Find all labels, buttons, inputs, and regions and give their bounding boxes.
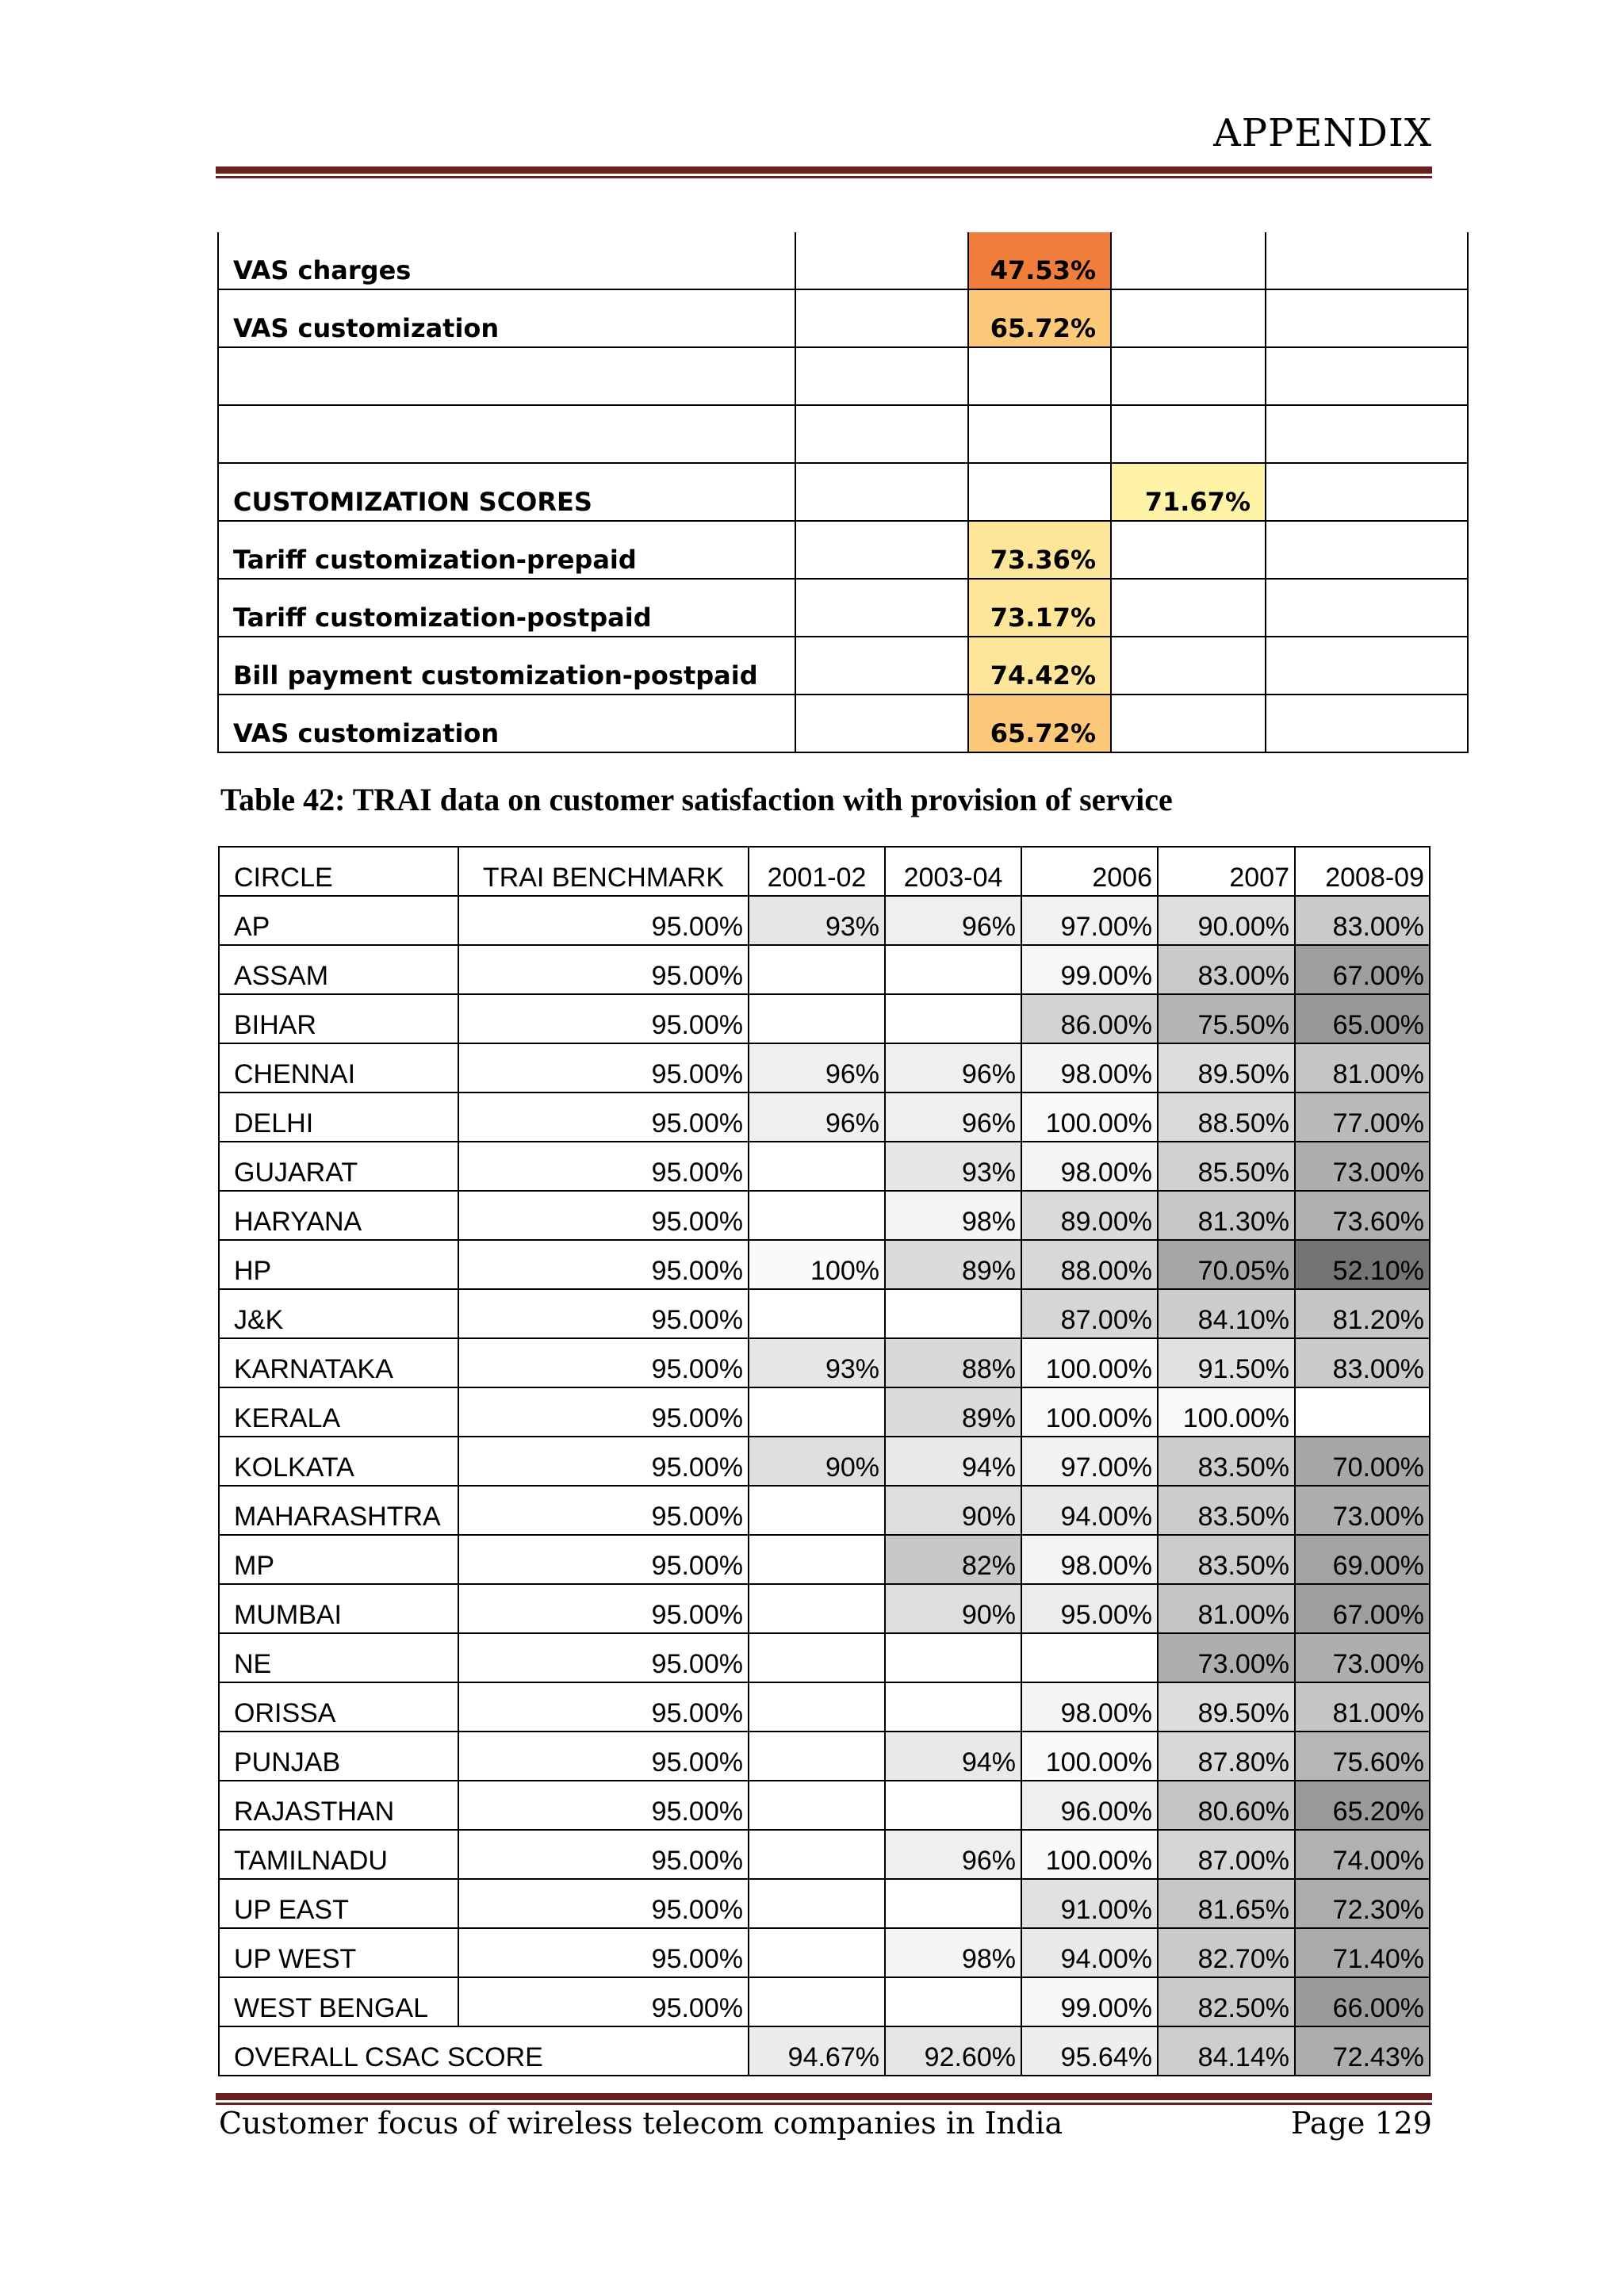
table-cell: 91.00% [1021,1879,1158,1928]
table-cell: 95.00% [458,1486,749,1535]
table-cell: 95.00% [458,1977,749,2026]
table-cell: 99.00% [1021,1977,1158,2026]
footer-title: Customer focus of wireless telecom companies in India [219,2106,1063,2141]
table-cell [1266,289,1468,347]
table-row [218,521,1468,579]
table-cell: 67.00% [1295,945,1430,994]
row-label: VAS customization [218,695,795,752]
table-cell: 94.00% [1021,1486,1158,1535]
circle-name: AP [219,896,458,945]
table-cell [749,1977,885,2026]
table-cell [885,1781,1021,1830]
table-cell: 81.65% [1158,1879,1295,1928]
table-cell: 82.50% [1158,1977,1295,2026]
table-cell: 95.00% [458,1781,749,1830]
table-cell [968,463,1111,521]
table-cell: 95.00% [458,1338,749,1387]
table-row [218,637,1468,695]
table-cell: 77.00% [1295,1093,1430,1142]
page-footer [219,2106,1432,2141]
table-cell [1266,405,1468,463]
table-cell: 98.00% [1021,1535,1158,1584]
table-cell: 95.00% [458,1043,749,1093]
table-cell [749,945,885,994]
table-cell [885,1879,1021,1928]
table-row [219,1289,1430,1338]
table-row [219,1732,1430,1781]
table-cell [795,463,968,521]
table-cell: 98% [885,1191,1021,1240]
overall-score: 84.14% [1158,2026,1295,2076]
table-cell: 85.50% [1158,1142,1295,1191]
table-cell: 95.00% [458,1535,749,1584]
table-cell: 95.00% [458,1191,749,1240]
table-cell: 75.60% [1295,1732,1430,1781]
table-cell [749,1387,885,1437]
table-row [218,232,1468,289]
table-cell [885,1977,1021,2026]
table-row [219,1191,1430,1240]
table-cell: 65.72% [968,695,1111,752]
table-cell: 89.50% [1158,1043,1295,1093]
circle-name: PUNJAB [219,1732,458,1781]
table-cell [1266,463,1468,521]
table-cell: 66.00% [1295,1977,1430,2026]
table-cell: 96% [885,1830,1021,1879]
table-cell [1266,637,1468,695]
circle-name: CHENNAI [219,1043,458,1093]
table-cell: 88.00% [1021,1240,1158,1289]
table-row [219,1043,1430,1093]
overall-label: OVERALL CSAC SCORE [219,2026,749,2076]
footer-rule [216,2093,1432,2105]
table-cell: 83.50% [1158,1535,1295,1584]
table-cell [885,1633,1021,1682]
table-cell: 95.00% [458,1387,749,1437]
table-row [219,1584,1430,1633]
table-row [219,1437,1430,1486]
table-cell [1111,521,1266,579]
table-cell: 71.40% [1295,1928,1430,1977]
table-cell [795,289,968,347]
table-cell: 98.00% [1021,1142,1158,1191]
circle-name: HP [219,1240,458,1289]
table-cell: 96% [885,896,1021,945]
row-label: Bill payment customization-postpaid [218,637,795,695]
row-label: VAS charges [218,232,795,289]
table-cell [749,1781,885,1830]
table-cell [795,521,968,579]
customization-table [217,232,1469,753]
table-row [219,1535,1430,1584]
table-cell [1111,405,1266,463]
table-cell: 75.50% [1158,994,1295,1043]
table-cell: 100.00% [1021,1387,1158,1437]
table-cell: 83.00% [1295,1338,1430,1387]
table-cell: 67.00% [1295,1584,1430,1633]
table-cell: 95.00% [458,945,749,994]
table-cell: 81.00% [1295,1682,1430,1732]
circle-name: MAHARASHTRA [219,1486,458,1535]
table-cell [885,1682,1021,1732]
table-cell: 71.67% [1111,463,1266,521]
table-cell: 98.00% [1021,1043,1158,1093]
table-cell: 81.30% [1158,1191,1295,1240]
header-rule [216,166,1432,178]
table-row [219,1830,1430,1879]
table-cell: 69.00% [1295,1535,1430,1584]
table-cell: 95.00% [458,1928,749,1977]
column-header: 2006 [1021,847,1158,896]
table-cell: 88.50% [1158,1093,1295,1142]
table-cell: 96.00% [1021,1781,1158,1830]
table-cell: 90% [885,1486,1021,1535]
table-cell [968,347,1111,405]
circle-name: ORISSA [219,1682,458,1732]
table-cell: 95.00% [1021,1584,1158,1633]
table-row [219,1682,1430,1732]
table-cell: 82.70% [1158,1928,1295,1977]
table-cell: 95.00% [458,1830,749,1879]
table-row [218,695,1468,752]
table-cell: 84.10% [1158,1289,1295,1338]
table-cell: 96% [885,1043,1021,1093]
table-cell: 89.50% [1158,1682,1295,1732]
table-cell: 95.00% [458,1289,749,1338]
table-cell [749,1289,885,1338]
table-cell: 100.00% [1158,1387,1295,1437]
table-cell: 87.00% [1158,1830,1295,1879]
table-cell: 73.60% [1295,1191,1430,1240]
row-label: Tariff customization-prepaid [218,521,795,579]
table-cell [795,232,968,289]
table-row [219,1338,1430,1387]
circle-name: HARYANA [219,1191,458,1240]
circle-name: DELHI [219,1093,458,1142]
overall-score: 92.60% [885,2026,1021,2076]
table-cell: 95.00% [458,1682,749,1732]
table-row [219,945,1430,994]
table-cell [795,347,968,405]
table-cell [795,637,968,695]
table-cell: 81.00% [1295,1043,1430,1093]
overall-score: 95.64% [1021,2026,1158,2076]
table-row [219,896,1430,945]
table-cell: 73.17% [968,579,1111,637]
table-caption: Table 42: TRAI data on customer satisfaction with provision of service [220,782,1173,817]
table-cell: 94% [885,1732,1021,1781]
table-cell [749,994,885,1043]
table-cell: 96% [885,1093,1021,1142]
table-row [219,1879,1430,1928]
overall-score: 72.43% [1295,2026,1430,2076]
row-label [218,405,795,463]
row-label: CUSTOMIZATION SCORES [218,463,795,521]
circle-name: KERALA [219,1387,458,1437]
table-cell: 83.00% [1158,945,1295,994]
table-cell: 97.00% [1021,1437,1158,1486]
table-cell [795,405,968,463]
table-cell: 95.00% [458,1142,749,1191]
table-row [218,289,1468,347]
row-label: VAS customization [218,289,795,347]
table-cell [1021,1633,1158,1682]
circle-name: ASSAM [219,945,458,994]
table-cell [749,1633,885,1682]
table-cell: 87.00% [1021,1289,1158,1338]
table-cell [885,994,1021,1043]
table-cell [749,1682,885,1732]
table-cell [1111,637,1266,695]
table-cell: 95.00% [458,1732,749,1781]
table-cell [749,1486,885,1535]
table-cell: 95.00% [458,1879,749,1928]
table-cell: 98.00% [1021,1682,1158,1732]
table-cell [795,695,968,752]
table-row [218,579,1468,637]
table-cell: 93% [885,1142,1021,1191]
table-cell: 72.30% [1295,1879,1430,1928]
table-row [219,1486,1430,1535]
table-cell: 88% [885,1338,1021,1387]
table-cell [1111,695,1266,752]
table-cell: 89% [885,1387,1021,1437]
table-row [218,405,1468,463]
table-cell: 47.53% [968,232,1111,289]
circle-name: MUMBAI [219,1584,458,1633]
table-cell: 93% [749,1338,885,1387]
table-cell: 90% [885,1584,1021,1633]
table-cell: 70.00% [1295,1437,1430,1486]
circle-name: UP WEST [219,1928,458,1977]
column-header: 2008-09 [1295,847,1430,896]
table-cell: 95.00% [458,1437,749,1486]
table-cell: 73.36% [968,521,1111,579]
column-header: CIRCLE [219,847,458,896]
table-cell [749,1535,885,1584]
table-cell [1266,521,1468,579]
circle-name: KARNATAKA [219,1338,458,1387]
table-cell: 73.00% [1158,1633,1295,1682]
page-header: APPENDIX [1213,111,1432,155]
table-cell [1111,579,1266,637]
table-row [219,1240,1430,1289]
circle-name: GUJARAT [219,1142,458,1191]
table-cell: 95.00% [458,1240,749,1289]
table-cell: 89% [885,1240,1021,1289]
table-cell: 95.00% [458,1584,749,1633]
column-header: 2007 [1158,847,1295,896]
table-cell [885,945,1021,994]
table-cell [1266,579,1468,637]
table-cell: 81.20% [1295,1289,1430,1338]
table-cell: 100.00% [1021,1093,1158,1142]
table-cell: 65.00% [1295,994,1430,1043]
table-cell [749,1142,885,1191]
table-cell: 94.00% [1021,1928,1158,1977]
table-header-row [219,847,1430,896]
table-cell [885,1289,1021,1338]
overall-row [219,2026,1430,2076]
table-cell [749,1191,885,1240]
table-cell [749,1879,885,1928]
circle-name: RAJASTHAN [219,1781,458,1830]
table-row [219,1633,1430,1682]
table-cell: 81.00% [1158,1584,1295,1633]
table-cell: 70.05% [1158,1240,1295,1289]
table-cell: 95.00% [458,1633,749,1682]
table-cell: 74.42% [968,637,1111,695]
table-cell [1266,695,1468,752]
table-cell [1111,289,1266,347]
table-cell: 93% [749,896,885,945]
table-cell [1266,347,1468,405]
table-row [219,1781,1430,1830]
table-cell: 95.00% [458,896,749,945]
table-cell: 82% [885,1535,1021,1584]
circle-name: NE [219,1633,458,1682]
table-cell [1111,232,1266,289]
circle-name: UP EAST [219,1879,458,1928]
circle-name: MP [219,1535,458,1584]
table-row [218,463,1468,521]
table-cell: 91.50% [1158,1338,1295,1387]
table-row [219,1142,1430,1191]
circle-name: WEST BENGAL [219,1977,458,2026]
table-cell: 65.20% [1295,1781,1430,1830]
table-cell: 94% [885,1437,1021,1486]
table-cell [1266,232,1468,289]
table-cell: 65.72% [968,289,1111,347]
table-cell [795,579,968,637]
table-cell: 89.00% [1021,1191,1158,1240]
table-cell [749,1830,885,1879]
overall-score: 94.67% [749,2026,885,2076]
table-cell: 100.00% [1021,1830,1158,1879]
table-cell: 100.00% [1021,1732,1158,1781]
table-cell [1295,1387,1430,1437]
table-cell: 83.50% [1158,1437,1295,1486]
table-cell: 73.00% [1295,1486,1430,1535]
table-row [219,1387,1430,1437]
table-row [219,1093,1430,1142]
table-cell: 96% [749,1093,885,1142]
circle-name: TAMILNADU [219,1830,458,1879]
column-header: 2001-02 [749,847,885,896]
table-cell [749,1732,885,1781]
table-cell: 83.50% [1158,1486,1295,1535]
table-cell: 86.00% [1021,994,1158,1043]
table-cell: 100.00% [1021,1338,1158,1387]
circle-name: J&K [219,1289,458,1338]
table-cell [749,1928,885,1977]
table-cell [968,405,1111,463]
table-cell: 95.00% [458,994,749,1043]
table-cell: 73.00% [1295,1633,1430,1682]
table-cell: 87.80% [1158,1732,1295,1781]
column-header: TRAI BENCHMARK [458,847,749,896]
table-row [218,347,1468,405]
table-row [219,994,1430,1043]
table-cell: 99.00% [1021,945,1158,994]
column-header: 2003-04 [885,847,1021,896]
table-cell: 96% [749,1043,885,1093]
table-cell [1111,347,1266,405]
table-cell: 97.00% [1021,896,1158,945]
table-cell: 80.60% [1158,1781,1295,1830]
table-cell: 74.00% [1295,1830,1430,1879]
table-cell: 90.00% [1158,896,1295,945]
circle-name: KOLKATA [219,1437,458,1486]
row-label [218,347,795,405]
table-cell: 100% [749,1240,885,1289]
table-row [219,1928,1430,1977]
table-cell [749,1584,885,1633]
row-label: Tariff customization-postpaid [218,579,795,637]
table-cell: 90% [749,1437,885,1486]
trai-satisfaction-table [218,846,1431,2076]
table-cell: 98% [885,1928,1021,1977]
table-row [219,1977,1430,2026]
table-cell: 83.00% [1295,896,1430,945]
table-cell: 95.00% [458,1093,749,1142]
table-cell: 52.10% [1295,1240,1430,1289]
page-number: Page 129 [1291,2106,1432,2141]
circle-name: BIHAR [219,994,458,1043]
table-cell: 73.00% [1295,1142,1430,1191]
